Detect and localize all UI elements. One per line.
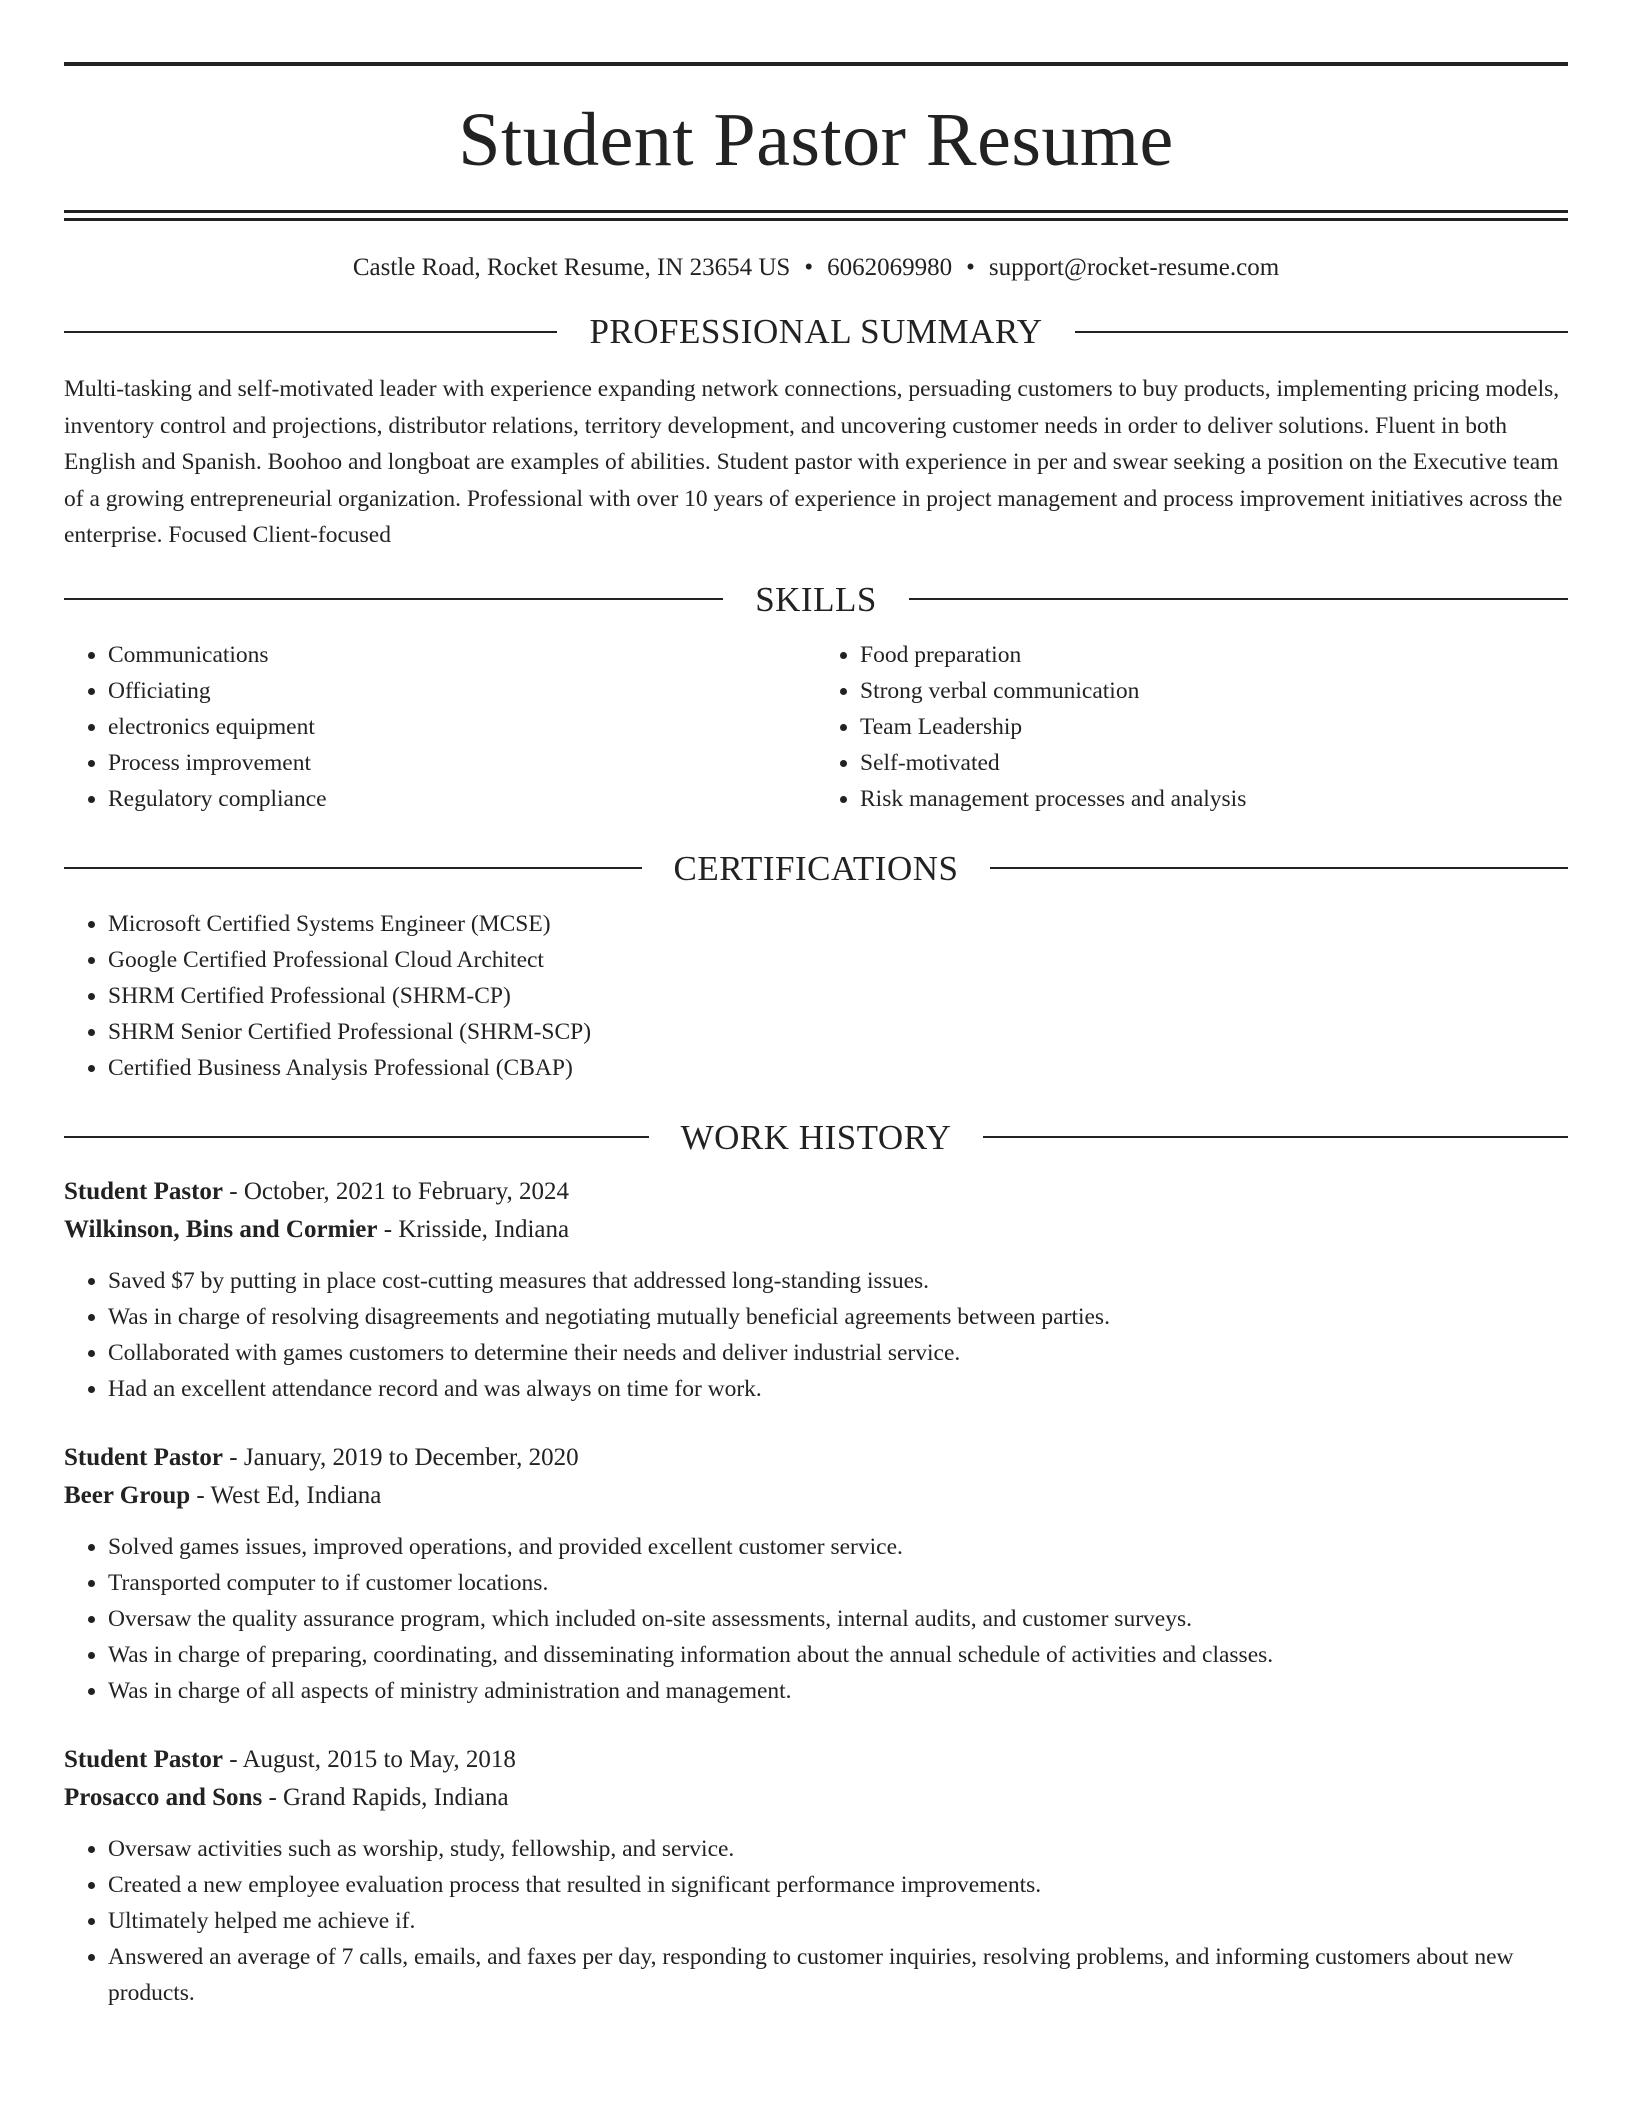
job-bullet: • Saved $7 by putting in place cost-cutting measures that addressed long-standing issues. xyxy=(108,1263,1568,1299)
skill-item: • electronics equipment xyxy=(108,709,816,745)
section-title: PROFESSIONAL SUMMARY xyxy=(589,312,1043,351)
job-company-line xyxy=(64,1779,1568,1817)
job-bullet: • Was in charge of all aspects of ministry administration and management. xyxy=(108,1673,1568,1709)
contact-email: support@rocket-resume.com xyxy=(988,254,1280,281)
top-rule xyxy=(64,62,1568,66)
section-header-summary xyxy=(64,314,1568,349)
job-bullet: • Transported computer to if customer locations. xyxy=(108,1565,1568,1601)
title-double-rule xyxy=(64,210,1568,221)
contact-separator: • xyxy=(804,254,814,281)
page-title: Student Pastor Resume xyxy=(458,98,1174,182)
job-title: Student Pastor xyxy=(64,1177,224,1205)
job-company: Beer Group xyxy=(64,1481,191,1509)
job-dates: - August, 2015 to May, 2018 xyxy=(223,1745,516,1773)
certification-item: • SHRM Certified Professional (SHRM-CP) xyxy=(108,978,1568,1014)
skill-item: • Strong verbal communication xyxy=(860,673,1568,709)
skill-item: • Self-motivated xyxy=(860,745,1568,781)
contact-separator: • xyxy=(966,254,975,281)
skills-column-right xyxy=(816,637,1568,817)
job-dates: - January, 2019 to December, 2020 xyxy=(223,1443,579,1471)
job-location: - West Ed, Indiana xyxy=(190,1481,382,1509)
job-title-line xyxy=(64,1439,1568,1477)
job-bullet: • Answered an average of 7 calls, emails, and faxes per day, responding to customer inquiries, resolving problems, and informing customers about new products. xyxy=(108,1939,1568,2011)
divider xyxy=(64,867,642,869)
job-title: Student Pastor xyxy=(64,1443,224,1471)
contact-line xyxy=(64,255,1568,280)
skill-item: • Risk management processes and analysis xyxy=(860,781,1568,817)
job-title: Student Pastor xyxy=(64,1745,224,1773)
job-bullet: • Had an excellent attendance record and was always on time for work. xyxy=(108,1371,1568,1407)
divider xyxy=(1075,331,1568,333)
section-header-work-history xyxy=(64,1117,1568,1157)
section-title: CERTIFICATIONS xyxy=(673,848,959,888)
job-bullet: • Collaborated with games customers to determine their needs and deliver industrial service. xyxy=(108,1335,1568,1371)
job-company: Prosacco and Sons xyxy=(64,1783,263,1811)
job-entry xyxy=(64,1439,1568,1709)
skill-item: • Process improvement xyxy=(108,745,816,781)
divider xyxy=(909,598,1568,600)
job-entry xyxy=(64,1741,1568,2011)
skill-item: • Food preparation xyxy=(860,637,1568,673)
divider xyxy=(64,331,557,333)
certification-item: • SHRM Senior Certified Professional (SHRM-SCP) xyxy=(108,1014,1568,1050)
skills-column-left xyxy=(64,637,816,817)
job-company-line xyxy=(64,1477,1568,1515)
job-bullet: • Solved games issues, improved operations, and provided excellent customer service. xyxy=(108,1529,1568,1565)
job-bullet: • Was in charge of resolving disagreements and negotiating mutually beneficial agreements between parties. xyxy=(108,1299,1568,1335)
divider xyxy=(983,1136,1568,1138)
certification-item: • Certified Business Analysis Professional (CBAP) xyxy=(108,1050,1568,1086)
job-bullets xyxy=(64,1263,1568,1407)
job-entry xyxy=(64,1173,1568,1407)
job-bullet: • Was in charge of preparing, coordinating, and disseminating information about the annual schedule of activities and classes. xyxy=(108,1637,1568,1673)
job-bullet: • Oversaw the quality assurance program, which included on-site assessments, internal audits, and customer surveys. xyxy=(108,1601,1568,1637)
job-company: Wilkinson, Bins and Cormier xyxy=(64,1215,378,1243)
summary-paragraph: Multi-tasking and self-motivated leader with experience expanding network connections, persuading customers to buy products, implementing pricing models, inventory control and projections, distributor relations, territory development, and uncovering customer needs in order to deliver solutions. Fluent in both English and Spanish. Boohoo and longboat are examples of abilities. Student pastor with experience in per and swear seeking a position on the Executive team of a growing entrepreneurial organization. Professional with over 10 years of experience in project management and process improvement initiatives across the enterprise. Focused Client-focused xyxy=(64,376,1563,548)
job-bullets xyxy=(64,1529,1568,1709)
contact-address: Castle Road, Rocket Resume, IN 23654 US xyxy=(352,254,791,281)
divider xyxy=(990,867,1568,869)
job-dates: - October, 2021 to February, 2024 xyxy=(223,1177,569,1205)
certifications-list xyxy=(64,906,1568,1086)
certification-item: • Google Certified Professional Cloud Architect xyxy=(108,942,1568,978)
divider xyxy=(64,598,723,600)
skill-item: • Officiating xyxy=(108,673,816,709)
skill-item: • Regulatory compliance xyxy=(108,781,816,817)
skill-item: • Communications xyxy=(108,637,816,673)
job-bullets xyxy=(64,1831,1568,2011)
job-company-line xyxy=(64,1211,1568,1249)
section-header-certifications xyxy=(64,848,1568,888)
job-location: - Grand Rapids, Indiana xyxy=(262,1783,509,1811)
section-header-skills xyxy=(64,579,1568,619)
job-bullet: • Ultimately helped me achieve if. xyxy=(108,1903,1568,1939)
job-bullet: • Oversaw activities such as worship, study, fellowship, and service. xyxy=(108,1831,1568,1867)
job-bullet: • Created a new employee evaluation process that resulted in significant performance improvements. xyxy=(108,1867,1568,1903)
contact-phone: 6062069980 xyxy=(827,254,953,281)
skill-item: • Team Leadership xyxy=(860,709,1568,745)
skills-list xyxy=(64,637,1568,817)
divider xyxy=(64,1136,649,1138)
section-title: SKILLS xyxy=(755,579,877,619)
certification-item: • Microsoft Certified Systems Engineer (MCSE) xyxy=(108,906,1568,942)
job-title-line xyxy=(64,1173,1568,1211)
job-location: - Krisside, Indiana xyxy=(377,1215,570,1243)
section-title: WORK HISTORY xyxy=(680,1117,952,1157)
job-title-line xyxy=(64,1741,1568,1779)
